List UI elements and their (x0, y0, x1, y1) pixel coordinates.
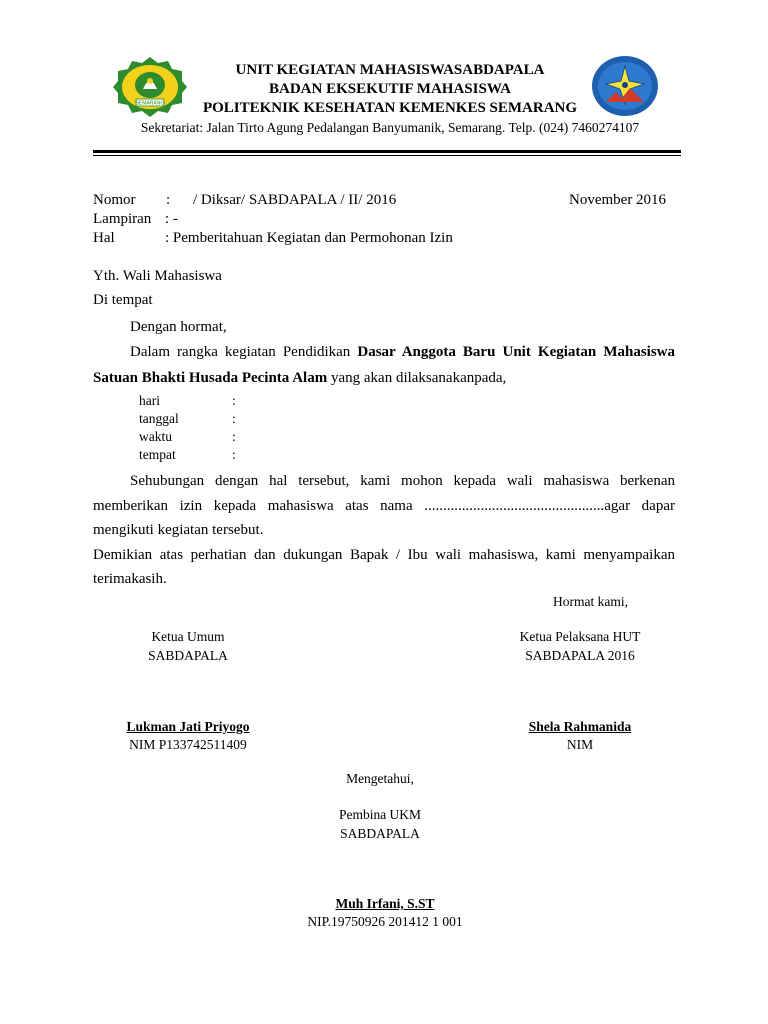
letter-date: November 2016 (569, 192, 667, 208)
paragraph-1-line-1 (130, 339, 675, 365)
paragraph-2-line-3: mengikuti kegiatan tersebut. (93, 522, 264, 538)
header-address: Sekretariat: Jalan Tirto Agung Pedalangan Banyumanik, Semarang. Telp. (024) 7460274107 (140, 120, 640, 135)
header-line-1: UNIT KEGIATAN MAHASISWASABDAPALA (235, 62, 545, 78)
detail-label-hari: hari (139, 393, 160, 408)
advisor-title-2: SABDAPALA (340, 826, 420, 841)
detail-label-tanggal: tanggal (139, 411, 179, 426)
left-signer-id: NIM P133742511409 (129, 737, 247, 752)
detail-label-tempat: tempat (139, 447, 176, 462)
nomor-label: Nomor (93, 192, 136, 208)
paragraph-2-line-1: Sehubungan dengan hal tersebut, kami mohon kepada wali mahasiswa berkenan (130, 473, 675, 489)
p1-bold-b: Satuan Bhakti Husada Pecinta Alam (93, 370, 328, 386)
left-signer-title-1: Ketua Umum (151, 629, 225, 644)
header-rule-thin (93, 155, 681, 156)
detail-colon-hari: : (232, 393, 236, 408)
p1-bold-a: Dasar Anggota Baru Unit Kegiatan Mahasiswa (357, 344, 675, 360)
right-signer-name: Shela Rahmanida (528, 719, 632, 734)
detail-colon-tanggal: : (232, 411, 236, 426)
detail-colon-waktu: : (232, 429, 236, 444)
left-signer-name: Lukman Jati Priyogo (126, 719, 250, 734)
advisor-name: Muh Irfani, S.ST (335, 896, 435, 911)
paragraph-3-line-2: terimakasih. (93, 571, 167, 587)
left-signer-title-2: SABDAPALA (148, 648, 228, 663)
p1-end: yang akan dilaksanakanpada, (327, 370, 507, 386)
right-signer-title-2: SABDAPALA 2016 (525, 648, 635, 663)
lampiran-label: Lampiran (93, 211, 152, 227)
right-signer-id: NIM (566, 737, 594, 752)
acknowledged-label: Mengetahui, (346, 771, 414, 786)
paragraph-2-line-2: memberikan izin kepada mahasiswa atas nama ................................................agar dapar (93, 498, 675, 514)
nomor-colon: : (166, 192, 171, 208)
right-signer-title-1: Ketua Pelaksana HUT (519, 629, 641, 644)
paragraph-3-line-1: Demikian atas perhatian dan dukungan Bapak / Ibu wali mahasiswa, kami menyampaikan (93, 547, 675, 563)
logo-left-text: SEMARANG (135, 100, 165, 107)
detail-label-waktu: waktu (139, 429, 172, 444)
nomor-value: / Diksar/ SABDAPALA / II/ 2016 (193, 192, 397, 208)
advisor-title-1: Pembina UKM (338, 807, 422, 822)
header-rule-thick (93, 150, 681, 153)
regards: Hormat kami, (553, 594, 628, 609)
detail-colon-tempat: : (232, 447, 236, 462)
lampiran-value: : - (165, 211, 178, 227)
recipient-place: Di tempat (93, 292, 153, 308)
paragraph-1-line-2 (93, 365, 506, 391)
header-line-3: POLITEKNIK KESEHATAN KEMENKES SEMARANG (202, 100, 578, 116)
hal-value: : Pemberitahuan Kegiatan dan Permohonan Izin (165, 230, 453, 246)
advisor-id: NIP.19750926 201412 1 001 (307, 914, 463, 929)
p1-start: Dalam rangka kegiatan Pendidikan (130, 344, 358, 360)
recipient: Yth. Wali Mahasiswa (93, 268, 222, 284)
greeting: Dengan hormat, (130, 319, 227, 335)
header-line-2: BADAN EKSEKUTIF MAHASISWA (269, 81, 511, 97)
hal-label: Hal (93, 230, 115, 246)
